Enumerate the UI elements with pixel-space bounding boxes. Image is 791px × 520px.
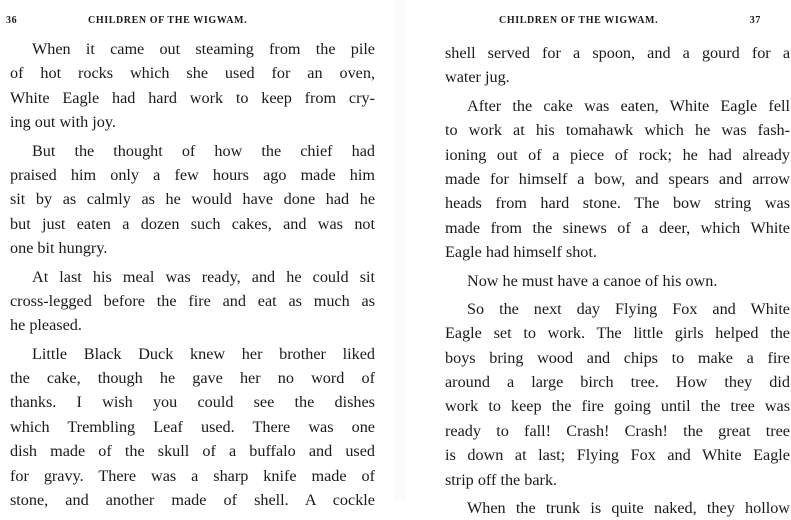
text-line: Eagle had himself shot. bbox=[445, 243, 597, 262]
text-line: of hot rocks which she used for an oven, bbox=[10, 64, 375, 83]
text-line: water jug. bbox=[445, 68, 510, 87]
text-line: work to keep the fire going until the tree was bbox=[445, 397, 790, 416]
text-line: for gravy. There was a sharp knife made of bbox=[10, 466, 375, 485]
page-number: 36 bbox=[6, 15, 18, 26]
text-line: sit by as calmly as he would have done had he bbox=[10, 190, 375, 209]
paragraph bbox=[445, 496, 790, 520]
right-page bbox=[405, 0, 791, 518]
text-line: Now he must have a canoe of his own. bbox=[467, 271, 718, 290]
text-line: ready to fall! Crash! Crash! the great tree bbox=[445, 421, 790, 440]
left-page bbox=[0, 0, 395, 510]
text-line: is down at last; Flying Fox and White Eagle bbox=[445, 446, 790, 465]
text-line: strip off the bark. bbox=[445, 470, 558, 489]
paragraph bbox=[10, 37, 375, 135]
paragraph bbox=[445, 297, 790, 492]
text-line: praised him only a few hours ago made him bbox=[10, 165, 375, 184]
paragraph bbox=[10, 139, 375, 261]
text-line: but just eaten a dozen such cakes, and was not bbox=[10, 214, 375, 233]
text-line: heads from hard stone. The bow string was bbox=[445, 194, 790, 213]
text-line: to work at his tomahawk which he was fash- bbox=[445, 121, 790, 140]
text-line: the cake, though he gave her no word of bbox=[10, 369, 375, 388]
book-gutter bbox=[395, 0, 405, 502]
text-line: which Trembling Leaf used. There was one bbox=[10, 417, 375, 436]
text-line: made for himself a bow, and spears and arrow bbox=[445, 169, 790, 188]
text-line: boys bring wood and chips to make a fire bbox=[445, 348, 790, 367]
text-line: ioning out of a piece of rock; he had already bbox=[445, 145, 790, 164]
paragraph bbox=[445, 94, 790, 265]
text-line: Eagle set to work. The little girls helped the bbox=[445, 324, 790, 343]
paragraph bbox=[445, 269, 790, 293]
text-line: But the thought of how the chief had bbox=[32, 141, 375, 160]
page-body bbox=[445, 41, 790, 520]
running-head: CHILDREN OF THE WIGWAM. bbox=[499, 15, 659, 26]
paragraph bbox=[10, 342, 375, 513]
text-line: shell served for a spoon, and a gourd for a bbox=[445, 44, 790, 62]
text-line: thanks. I wish you could see the dishes bbox=[10, 393, 375, 412]
text-line: When it came out steaming from the pile bbox=[32, 40, 375, 58]
text-line: dish made of the skull of a buffalo and used bbox=[10, 442, 375, 461]
text-line: When the trunk is quite naked, they hollow bbox=[467, 499, 790, 518]
page-body bbox=[10, 37, 375, 512]
page-number: 37 bbox=[749, 15, 761, 26]
text-line: ing out with joy. bbox=[10, 113, 116, 132]
paragraph bbox=[445, 41, 790, 90]
text-line: So the next day Flying Fox and White bbox=[467, 299, 790, 318]
text-line: White Eagle had hard work to keep from cry- bbox=[10, 88, 375, 107]
text-line: made from the sinews of a deer, which White bbox=[445, 218, 790, 237]
text-line: one bit hungry. bbox=[10, 239, 108, 258]
running-head: CHILDREN OF THE WIGWAM. bbox=[88, 15, 248, 26]
text-line: he pleased. bbox=[10, 316, 82, 335]
paragraph bbox=[10, 265, 375, 338]
text-line: After the cake was eaten, White Eagle fell bbox=[467, 96, 790, 115]
text-line: stone, and another made of shell. A cockle bbox=[10, 491, 375, 510]
text-line: Little Black Duck knew her brother liked bbox=[32, 344, 375, 363]
text-line: At last his meal was ready, and he could sit bbox=[32, 267, 375, 286]
text-line: around a large birch tree. How they did bbox=[445, 373, 790, 392]
text-line: cross-legged before the fire and eat as much as bbox=[10, 291, 375, 310]
